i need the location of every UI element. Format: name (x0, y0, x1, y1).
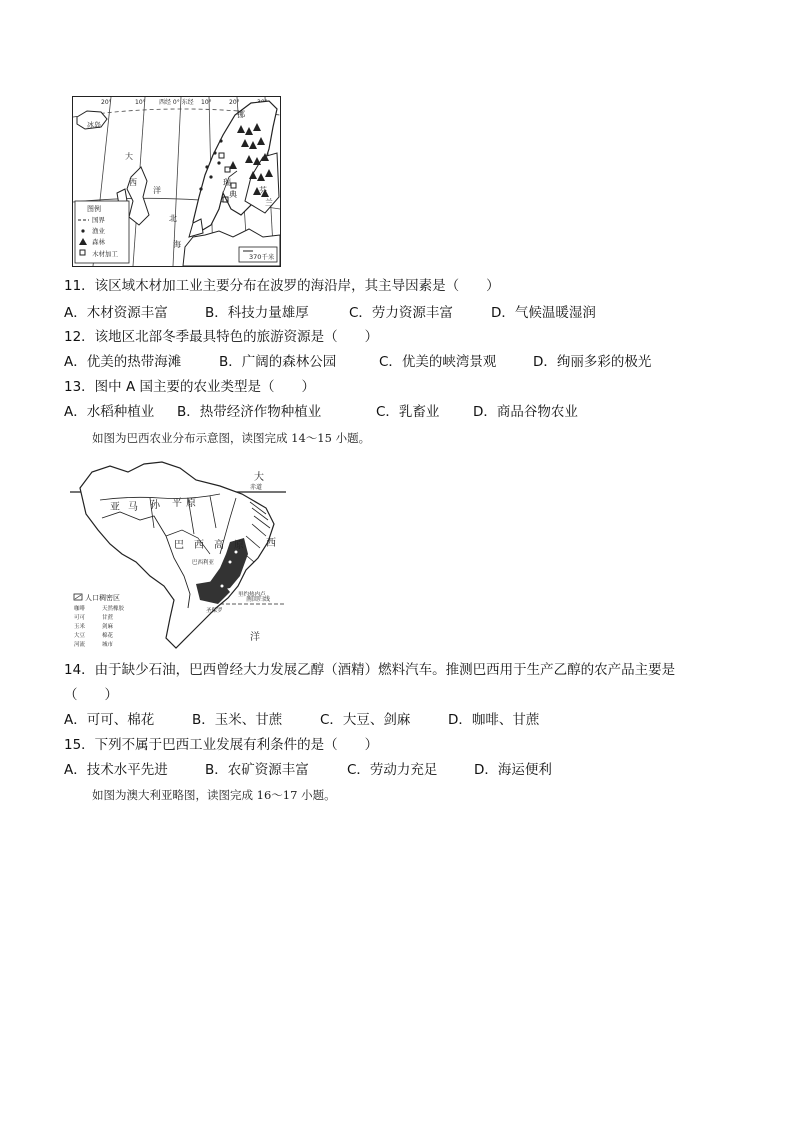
legend-item: 大豆 (74, 633, 86, 639)
place-label: 洋 (250, 632, 260, 643)
option-d: D．绚丽多彩的极光 (533, 354, 652, 370)
legend-item: 棉花 (102, 633, 114, 639)
legend-item: 咖啡 (74, 606, 86, 612)
question-15-options (64, 761, 552, 779)
legend-item: 玉米 (74, 624, 86, 630)
question-12-options (64, 353, 651, 371)
place-label: 北 (169, 214, 177, 223)
question-11-stem: 11．该区域木材加工业主要分布在波罗的海沿岸，其主导因素是（ ） (64, 278, 500, 294)
option-b: B．广阔的森林公园 (219, 354, 337, 370)
scale-bar (239, 247, 277, 262)
option-a: A．木材资源丰富 (64, 305, 168, 321)
lon-label: 西经 0° 东经 (159, 99, 194, 106)
option-d: D．气候温暖湿润 (491, 305, 596, 321)
northern-europe-map (72, 96, 281, 267)
legend-item: 剑麻 (102, 624, 114, 630)
question-11-options (64, 304, 596, 322)
britain-shape (127, 167, 149, 225)
question-12-stem: 12．该地区北部冬季最具特色的旅游资源是（ ） (64, 329, 379, 345)
option-a: A．优美的热带海滩 (64, 354, 182, 370)
lon-label: 20° (101, 99, 112, 106)
place-label: 海 (173, 240, 181, 249)
option-c: C．乳畜业 (376, 404, 440, 420)
question-13-stem: 13．图中 A 国主要的农业类型是（ ） (64, 379, 315, 395)
place-label: 西 (266, 538, 276, 549)
city-label: 巴西利亚 (192, 560, 215, 566)
city-label: 圣保罗 (206, 608, 223, 614)
legend-item: 河流 (74, 642, 86, 648)
map-legend (74, 593, 125, 648)
legend-item: 甘蔗 (102, 615, 114, 621)
place-label: 原 (186, 498, 196, 509)
place-label: 高 (214, 540, 224, 551)
place-label: 平 (172, 498, 182, 509)
legend-item: 森林 (92, 238, 105, 246)
lon-label: 10° (135, 99, 146, 106)
question-14-options (64, 711, 539, 729)
place-label: 芬 (259, 186, 267, 195)
question-13-options (64, 403, 578, 421)
brazil-agriculture-map (70, 458, 286, 651)
option-b: B．热带经济作物种植业 (177, 404, 322, 420)
place-label: 马 (128, 502, 138, 513)
place-label: 西 (194, 540, 204, 551)
place-label: 洋 (153, 186, 161, 195)
place-label: 瑞 (223, 178, 231, 187)
lon-label: 10° (201, 99, 212, 106)
place-label: 亚 (110, 502, 120, 513)
place-label: 大 (254, 472, 264, 483)
legend-item: 渔业 (92, 227, 105, 235)
option-a: A．技术水平先进 (64, 762, 168, 778)
place-label: 孙 (150, 500, 160, 511)
lon-label: 20° (229, 99, 240, 106)
legend-title: 图例 (87, 205, 101, 213)
place-label: 大 (125, 152, 133, 161)
map-legend (75, 201, 129, 263)
option-a: A．可可、棉花 (64, 712, 155, 728)
place-label: 典 (229, 190, 237, 199)
legend-item: 城市 (102, 642, 114, 648)
city-label: 里约热内卢 (238, 592, 266, 598)
option-c: C．劳动力充足 (347, 762, 438, 778)
option-d: D．咖啡、甘蔗 (448, 712, 540, 728)
legend-item: 可可 (74, 615, 86, 621)
place-label: 巴 (174, 540, 184, 551)
option-a: A．水稻种植业 (64, 404, 155, 420)
place-label: 西 (129, 178, 137, 187)
legend-item: 木材加工 (92, 250, 118, 258)
option-d: D．海运便利 (474, 762, 552, 778)
option-c: C．劳力资源丰富 (349, 305, 453, 321)
legend-item: 国界 (92, 216, 105, 224)
option-b: B．科技力量雄厚 (205, 305, 309, 321)
svg-text:370千米: 370千米 (249, 253, 275, 261)
legend-item: 天然橡胶 (102, 606, 125, 612)
option-d: D．商品谷物农业 (473, 404, 578, 420)
place-label: 兰 (265, 198, 273, 207)
place-label: 原 (234, 540, 244, 551)
equator-label: 赤道 (250, 484, 263, 491)
question-14-stem: 14．由于缺少石油，巴西曾经大力发展乙醇（酒精）燃料汽车。推测巴西用于生产乙醇的农产品主要是 (64, 662, 676, 678)
intro-16-17: 如图为澳大利亚略图，读图完成 16～17 小题。 (92, 788, 336, 802)
question-15-stem: 15．下列不属于巴西工业发展有利条件的是（ ） (64, 737, 379, 753)
legend-title: 人口稠密区 (85, 594, 120, 602)
tropic-label: 南回归线 (246, 596, 271, 603)
option-c: C．优美的峡湾景观 (379, 354, 497, 370)
question-14-stem-cont: （ ） (64, 687, 118, 703)
intro-14-15: 如图为巴西农业分布示意图，读图完成 14～15 小题。 (92, 431, 371, 445)
place-label: 挪 (237, 110, 245, 119)
place-label: 冰岛 (87, 121, 101, 129)
option-b: B．农矿资源丰富 (205, 762, 309, 778)
option-b: B．玉米、甘蔗 (192, 712, 283, 728)
option-c: C．大豆、剑麻 (320, 712, 411, 728)
